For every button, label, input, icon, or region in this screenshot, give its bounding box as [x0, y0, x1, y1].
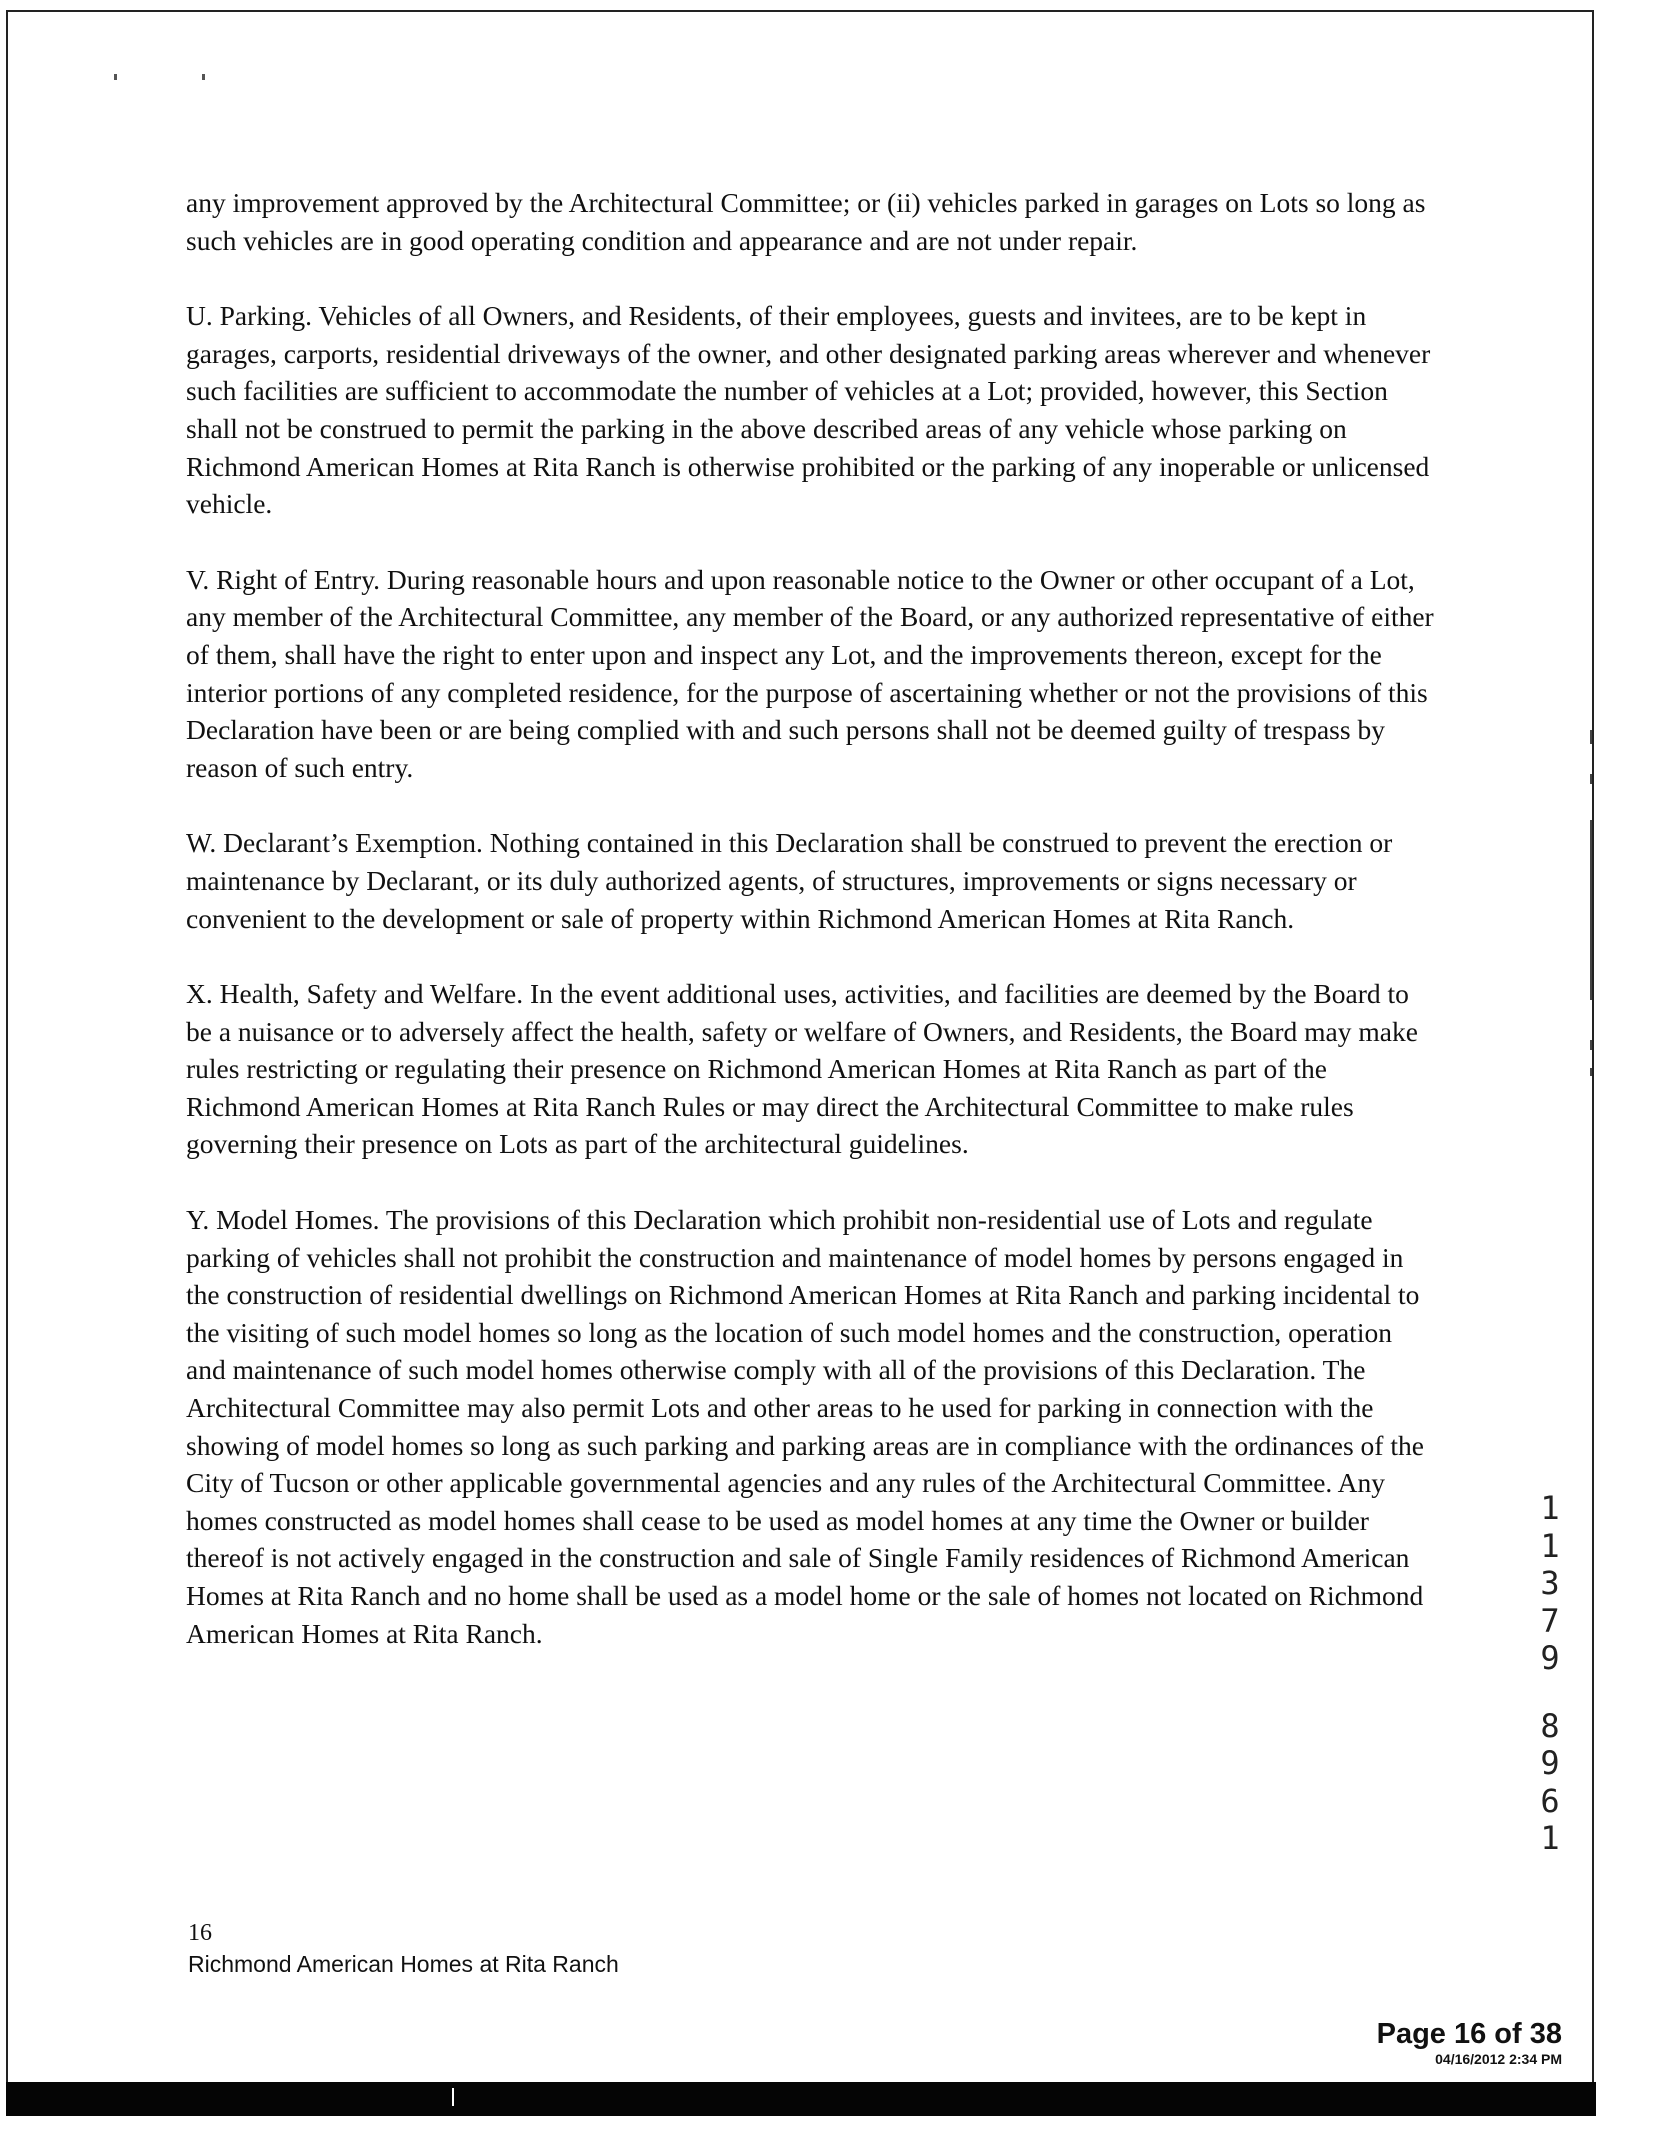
recording-digit: 1 [1540, 1489, 1560, 1527]
scan-edge-marks [1590, 700, 1594, 1080]
scan-speck [114, 74, 117, 80]
paragraph-v-right-of-entry: V. Right of Entry. During reasonable hours and upon reasonable notice to the Owner or other occupant of a Lot, any member of the Architectural Committee, any member of the Board, or any authorized representative of either of them, shall have the right to enter upon and inspect any Lot, and the improvements thereon, except for the interior portions of any completed residence, for the purpose of ascertaining whether or not the provisions of this Declaration have been or are being complied with and such persons shall not be deemed guilty of trespass by reason of such entry. [186, 563, 1434, 783]
recording-digit: 6 [1540, 1781, 1560, 1820]
recording-number [1530, 1490, 1570, 1858]
page-count: Page 16 of 38 [1376, 2018, 1562, 2050]
scan-border-left [6, 10, 8, 2082]
page-stamp [1300, 2018, 1562, 2068]
recording-digit: 1 [1540, 1819, 1560, 1857]
recording-digit: 7 [1540, 1601, 1560, 1640]
recording-digit: 1 [1540, 1526, 1560, 1565]
print-timestamp: 04/16/2012 2:34 PM [1435, 2051, 1562, 2067]
paragraph-continuation: any improvement approved by the Architectural Committee; or (ii) vehicles parked in garages on Lots so long as such vehicles are in good operating condition and appearance and are not under repair. [186, 187, 1426, 256]
footer-page-number: 16 [188, 1920, 212, 1946]
paragraph-w-declarants-exemption: W. Declarant’s Exemption. Nothing contained in this Declaration shall be construed to prevent the erection or maintenance by Declarant, or its duly authorized agents, of structures, improvements or signs necessary or convenient to the development or sale of property within Richmond American Homes at Rita Ranch. [186, 827, 1393, 934]
scan-border-top [6, 10, 1594, 12]
recording-digit: 9 [1540, 1744, 1560, 1782]
paragraph-y-model-homes: Y. Model Homes. The provisions of this Declaration which prohibit non-residential use of Lots and regulate parking of vehicles shall not prohibit the construction and maintenance of model homes by persons engaged in the construction of residential dwellings on Richmond American Homes at Rita Ranch and parking incidental to the visiting of such model homes so long as the location of such model homes and the construction, operation and maintenance of such model homes otherwise comply with all of the provisions of this Declaration. The Architectural Committee may also permit Lots and other areas to he used for parking in connection with the showing of model homes so long as such parking and parking areas are in compliance with the ordinances of the City of Tucson or other applicable governmental agencies and any rules of the Architectural Committee. Any homes constructed as model homes shall cease to be used as model homes at any time the Owner or builder thereof is not actively engaged in the construction and sale of Single Family residences of Richmond American Homes at Rita Ranch and no home shall be used as a model home or the sale of homes not located on Richmond American Homes at Rita Ranch. [186, 1204, 1424, 1649]
scan-bottom-bar [6, 2082, 1596, 2116]
paragraph-x-health-safety-welfare: X. Health, Safety and Welfare. In the event additional uses, activities, and facilities are deemed by the Board to be a nuisance or to adversely affect the health, safety or welfare of Owners, and Residents, the Board may make rules restricting or regulating their presence on Richmond American Homes at Rita Ranch as part of the Richmond American Homes at Rita Ranch Rules or may direct the Architectural Committee to make rules governing their presence on Lots as part of the architectural guidelines. [186, 978, 1418, 1160]
paragraph-u-parking: U. Parking. Vehicles of all Owners, and Residents, of their employees, guests and invitees, are to be kept in garages, carports, residential driveways of the owner, and other designated parking areas wherever and whenever such facilities are sufficient to accommodate the number of vehicles at a Lot; provided, however, this Section shall not be construed to permit the parking in the above described areas of any vehicle whose parking on Richmond American Homes at Rita Ranch is otherwise prohibited or the parking of any inoperable or unlicensed vehicle. [186, 300, 1431, 520]
footer-document-title: Richmond American Homes at Rita Ranch [188, 1951, 619, 1977]
recording-digit: 9 [1540, 1639, 1560, 1677]
recording-digit: 3 [1540, 1564, 1560, 1602]
scan-speck [202, 74, 205, 80]
document-body [186, 184, 1436, 1690]
recording-digit: 8 [1540, 1706, 1560, 1745]
